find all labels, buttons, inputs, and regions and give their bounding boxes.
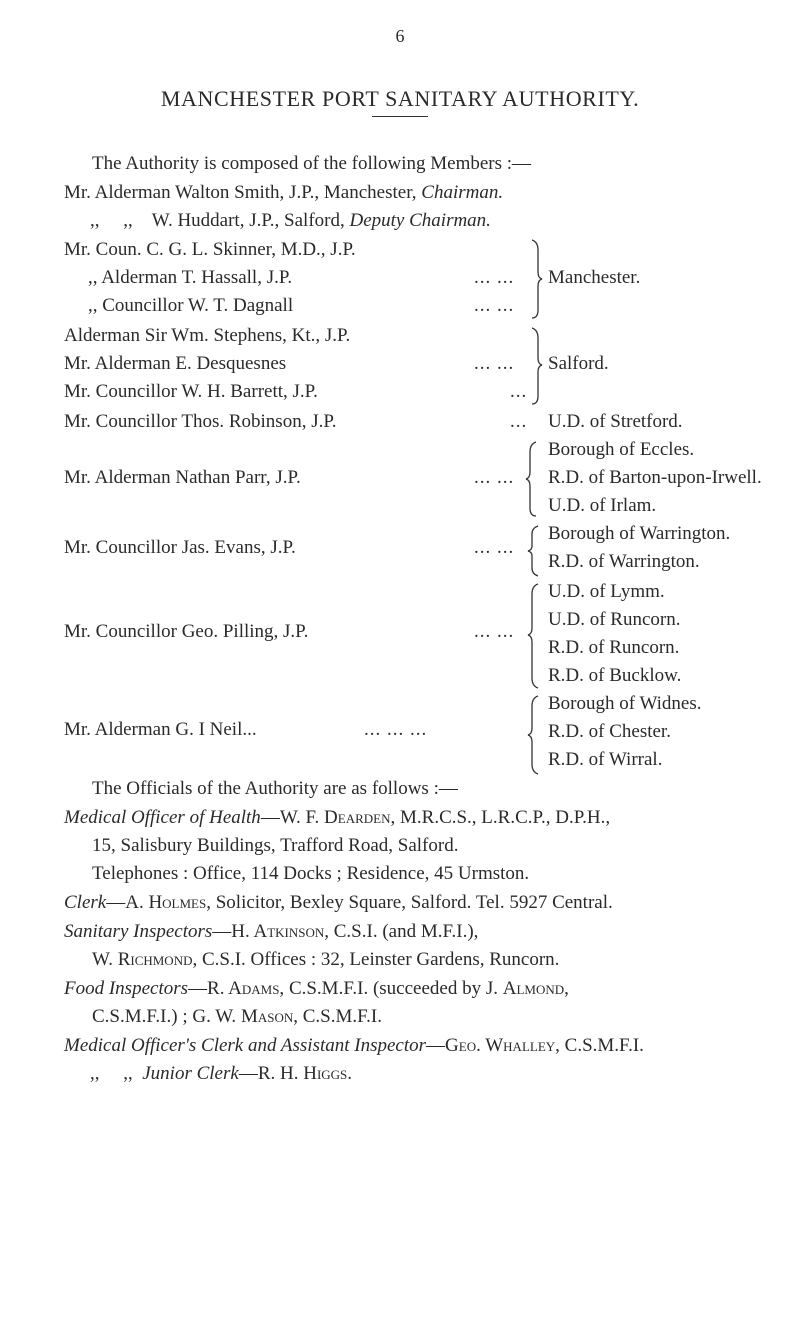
chairman-text: Mr. Alderman Walton Smith, J.P., Manchester, bbox=[64, 182, 422, 203]
inspectors-line-2: W. Richmond, C.S.I. Offices : 32, Leinster Gardens, Runcorn. bbox=[92, 949, 560, 970]
ditto-mark: ,, bbox=[123, 210, 133, 231]
food-inspectors-line-2: C.S.M.F.I.) ; G. W. Mason, C.S.M.F.I. bbox=[92, 1006, 382, 1027]
chairman-role: Chairman. bbox=[421, 182, 504, 203]
title-rule bbox=[372, 116, 428, 117]
member-name: ,, Alderman T. Hassall, J.P. ... ... bbox=[88, 267, 515, 288]
brace-icon bbox=[530, 238, 550, 320]
member-name: Mr. Alderman Nathan Parr, J.P. ... ... bbox=[64, 467, 515, 488]
member-name: Mr. Councillor Thos. Robinson, J.P. ... bbox=[64, 411, 528, 432]
page-number: 6 bbox=[395, 26, 405, 46]
moh-address: 15, Salisbury Buildings, Trafford Road, Salford. bbox=[92, 835, 459, 856]
brace-icon bbox=[530, 326, 550, 406]
brace-icon bbox=[528, 440, 548, 518]
deputy-text: W. Huddart, J.P., Salford, bbox=[151, 210, 350, 231]
district-label: R.D. of Bucklow. bbox=[548, 665, 682, 686]
deputy-line bbox=[90, 209, 491, 233]
member-name: ,, Councillor W. T. Dagnall ... ... bbox=[88, 295, 515, 316]
district-label: R.D. of Runcorn. bbox=[548, 637, 680, 658]
district-label: Borough of Eccles. bbox=[548, 439, 695, 460]
brace-icon bbox=[530, 582, 550, 690]
district-label: Manchester. bbox=[548, 267, 641, 288]
officials-intro: The Officials of the Authority are as follows :— bbox=[92, 778, 458, 799]
district-label: U.D. of Irlam. bbox=[548, 495, 657, 516]
district-label: R.D. of Barton-upon-Irwell. bbox=[548, 467, 762, 488]
moh-telephones: Telephones : Office, 114 Docks ; Residence, 45 Urmston. bbox=[92, 863, 530, 884]
district-label: Borough of Warrington. bbox=[548, 523, 731, 544]
brace-icon bbox=[530, 694, 550, 776]
member-name: Mr. Councillor W. H. Barrett, J.P. ... bbox=[64, 381, 528, 402]
member-name: Mr. Alderman E. Desquesnes ... ... bbox=[64, 353, 515, 374]
district-label: R.D. of Chester. bbox=[548, 721, 671, 742]
district-label: U.D. of Runcorn. bbox=[548, 609, 681, 630]
page-title: MANCHESTER PORT SANITARY AUTHORITY. bbox=[160, 86, 640, 111]
junior-clerk-line: ,, ,, Junior Clerk—R. H. Higgs. bbox=[90, 1063, 353, 1084]
chairman-line bbox=[64, 181, 503, 205]
moh-clerk-line: Medical Officer's Clerk and Assistant Inspector—Geo. Whalley, C.S.M.F.I. bbox=[64, 1035, 644, 1056]
ditto-mark: ,, bbox=[90, 210, 100, 231]
district-label: Salford. bbox=[548, 353, 609, 374]
member-name: Mr. Alderman G. I Neil... ... ... ... bbox=[64, 719, 428, 740]
inspectors-line: Sanitary Inspectors—H. Atkinson, C.S.I. (and M.F.I.), bbox=[64, 921, 479, 942]
moh-line: Medical Officer of Health—W. F. Dearden, M.R.C.S., L.R.C.P., D.P.H., bbox=[64, 807, 611, 828]
deputy-role: Deputy Chairman. bbox=[349, 210, 491, 231]
member-name: Mr. Coun. C. G. L. Skinner, M.D., J.P. bbox=[64, 239, 356, 260]
district-label: R.D. of Wirral. bbox=[548, 749, 663, 770]
district-label: R.D. of Warrington. bbox=[548, 551, 700, 572]
district-label: U.D. of Lymm. bbox=[548, 581, 665, 602]
member-name: Mr. Councillor Jas. Evans, J.P. ... ... bbox=[64, 537, 515, 558]
member-name: Alderman Sir Wm. Stephens, Kt., J.P. bbox=[64, 325, 351, 346]
clerk-line: Clerk—A. Holmes, Solicitor, Bexley Square, Salford. Tel. 5927 Central. bbox=[64, 892, 613, 913]
member-name: Mr. Councillor Geo. Pilling, J.P. ... ... bbox=[64, 621, 515, 642]
food-inspectors-line: Food Inspectors—R. Adams, C.S.M.F.I. (succeeded by J. Almond, bbox=[64, 978, 569, 999]
district-label: U.D. of Stretford. bbox=[548, 411, 683, 432]
district-label: Borough of Widnes. bbox=[548, 693, 702, 714]
brace-icon bbox=[530, 524, 550, 578]
intro-text: The Authority is composed of the following Members :— bbox=[92, 153, 532, 174]
